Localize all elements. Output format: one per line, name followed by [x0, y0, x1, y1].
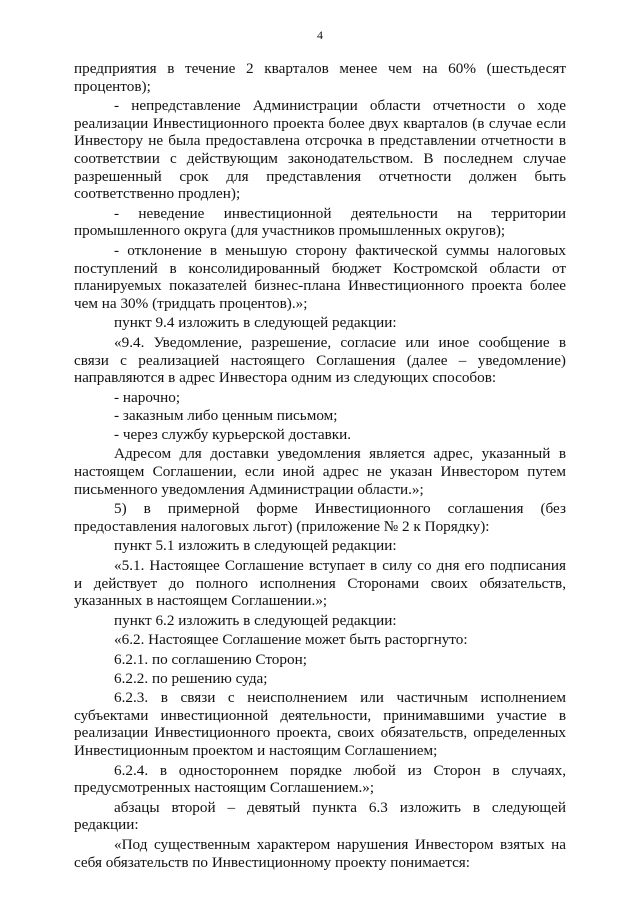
paragraph: «9.4. Уведомление, разрешение, согласие или иное сообщение в связи с реализацией настоящего Соглашения (далее – уведомление) направляются в адрес Инвестора одним из следующих способов: [74, 333, 566, 387]
page-number: 4 [317, 28, 323, 42]
paragraph: «Под существенным характером нарушения Инвестором взятых на себя обязательств по Инвестиционному проекту понимается: [74, 835, 566, 871]
paragraph: 5) в примерной форме Инвестиционного соглашения (без предоставления налоговых льгот) (приложение № 2 к Порядку): [74, 500, 566, 535]
list-item: - через службу курьерской доставки. [114, 425, 352, 443]
paragraph: «6.2. Настоящее Соглашение может быть расторгнуто: [114, 631, 468, 649]
paragraph: предприятия в течение 2 кварталов менее чем на 60% (шестьдесят процентов); [74, 60, 566, 95]
paragraph: Адресом для доставки уведомления является адрес, указанный в настоящем Соглашении, если иной адрес не указан Инвестором путем письменного уведомления Администрации области.»; [74, 445, 566, 498]
paragraph: 6.2.4. в одностороннем порядке любой из Сторон в случаях, предусмотренных настоящим Соглашением.»; [74, 761, 566, 797]
paragraph: пункт 9.4 изложить в следующей редакции: [114, 314, 397, 332]
paragraph: «5.1. Настоящее Соглашение вступает в силу со дня его подписания и действует до полного исполнения Сторонами своих обязательств, указанных в настоящем Соглашении.»; [74, 557, 566, 610]
paragraph: пункт 5.1 изложить в следующей редакции: [114, 537, 397, 555]
list-item: - нарочно; [114, 388, 181, 406]
paragraph: - неведение инвестиционной деятельности на территории промышленного округа (для участников промышленных округов); [74, 204, 566, 240]
document-body [74, 60, 566, 873]
paragraph: абзацы второй – девятый пункта 6.3 изложить в следующей редакции: [74, 798, 566, 834]
list-item: 6.2.2. по решению суда; [114, 669, 268, 687]
list-item: 6.2.1. по соглашению Сторон; [114, 651, 307, 668]
paragraph: - отклонение в меньшую сторону фактической суммы налоговых поступлений в консолидированный бюджет Костромской области от планируемых показателей бизнес-плана Инвестиционного проекта более чем на 30% (тридцать процентов).»; [74, 241, 566, 312]
paragraph: 6.2.3. в связи с неисполнением или частичным исполнением субъектами инвестиционной деятельности, принимавшими участие в реализации Инвестиционного проекта, своих обязательств, определенных Инвестиционным проектом и настоящим Соглашением; [74, 689, 566, 759]
paragraph: - непредставление Администрации области отчетности о ходе реализации Инвестиционного проекта более двух кварталов (в случае если Инвестору не была предоставлена отсрочка в представлении отчетности в соответствии с действующим законодательством. В последнем случае разрешенный срок для представления отчетности должен быть соответственно продлен); [74, 97, 566, 203]
paragraph: пункт 6.2 изложить в следующей редакции: [114, 611, 397, 629]
list-item: - заказным либо ценным письмом; [114, 407, 338, 425]
